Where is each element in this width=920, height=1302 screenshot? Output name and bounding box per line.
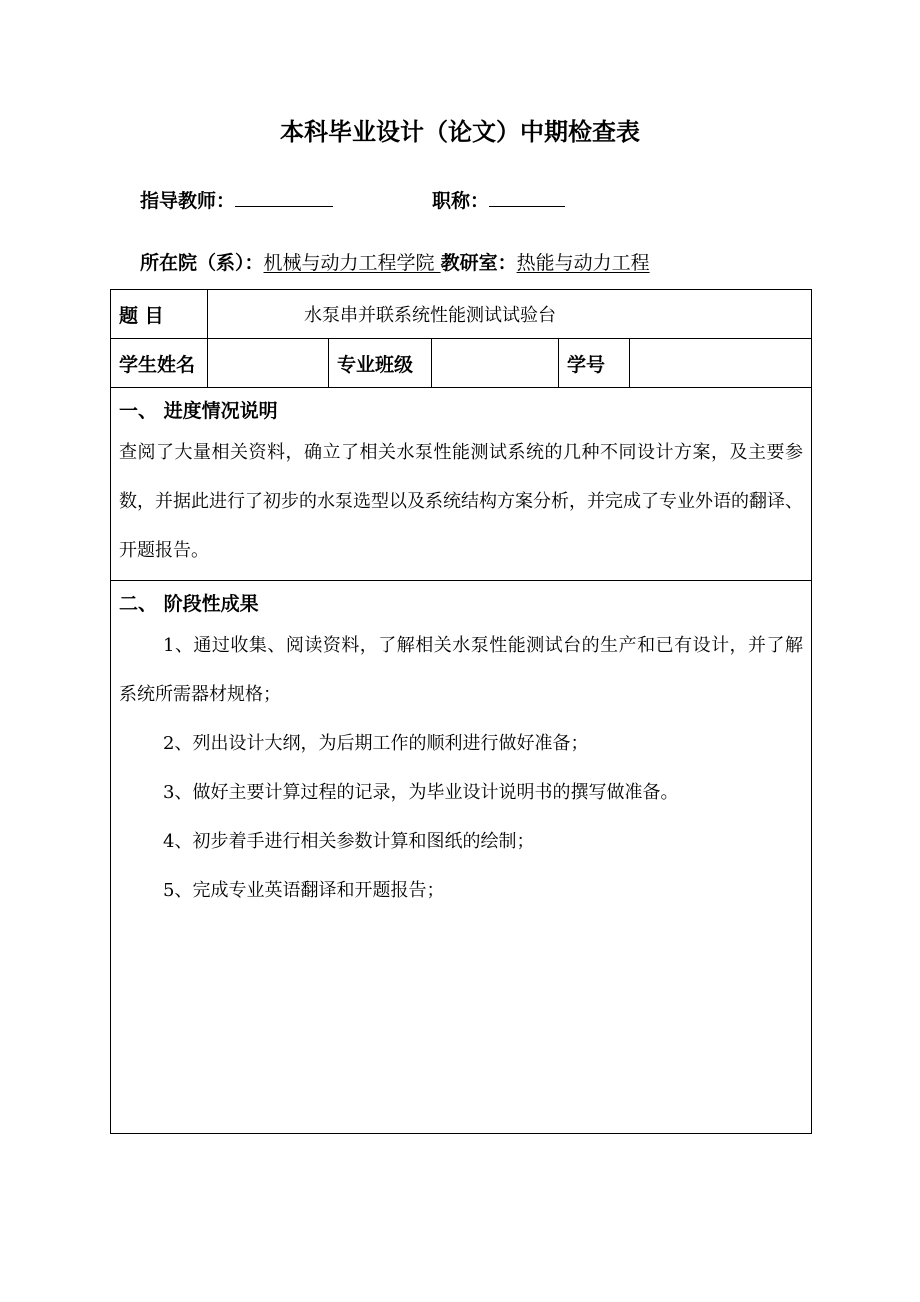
results-heading: 二、 阶段性成果 [119, 593, 259, 615]
page-title: 本科毕业设计（论文）中期检查表 [280, 118, 640, 146]
result-item-2: 2、列出设计大纲，为后期工作的顺利进行做好准备； [163, 733, 589, 754]
progress-body: 查阅了大量相关资料，确立了相关水泵性能测试系统的几种不同设计方案，及主要参数，并据此进行了初步的水泵选型以及系统结构方案分析，并完成了专业外语的翻译、开题报告。 [119, 442, 804, 561]
advisor-line [140, 186, 333, 215]
department-label: 所在院（系）： [140, 252, 264, 274]
student-id-field[interactable] [630, 339, 812, 388]
student-name-label: 学生姓名 [111, 339, 208, 388]
topic-label: 题 目 [111, 290, 208, 339]
rank-line [432, 186, 565, 215]
result-item-5: 5、完成专业英语翻译和开题报告； [163, 880, 445, 901]
office-value: 热能与动力工程 [516, 252, 650, 274]
class-label: 专业班级 [329, 339, 432, 388]
progress-heading: 一、 进度情况说明 [119, 400, 278, 422]
student-row [111, 339, 812, 388]
class-field[interactable] [432, 339, 559, 388]
department-line [140, 249, 650, 277]
topic-row [111, 290, 812, 339]
results-section [111, 581, 812, 1134]
results-row [111, 581, 812, 1134]
progress-row [111, 388, 812, 581]
student-name-field[interactable] [208, 339, 329, 388]
advisor-field[interactable] [235, 186, 333, 207]
department-value: 机械与动力工程学院 [263, 252, 441, 274]
office-label: 教研室： [440, 252, 517, 274]
result-item-3: 3、做好主要计算过程的记录，为毕业设计说明书的撰写做准备。 [163, 782, 679, 803]
student-id-label: 学号 [559, 339, 630, 388]
result-item-4: 4、初步着手进行相关参数计算和图纸的绘制； [163, 831, 535, 852]
result-item-1: 1、通过收集、阅读资料，了解相关水泵性能测试台的生产和已有设计，并了解系统所需器材规格； [119, 635, 804, 705]
topic-value: 水泵串并联系统性能测试试验台 [208, 290, 812, 339]
progress-section [111, 388, 812, 581]
rank-field[interactable] [489, 186, 565, 207]
advisor-label: 指导教师： [140, 190, 236, 212]
rank-label: 职称： [432, 190, 490, 212]
check-form-table [110, 289, 812, 1134]
